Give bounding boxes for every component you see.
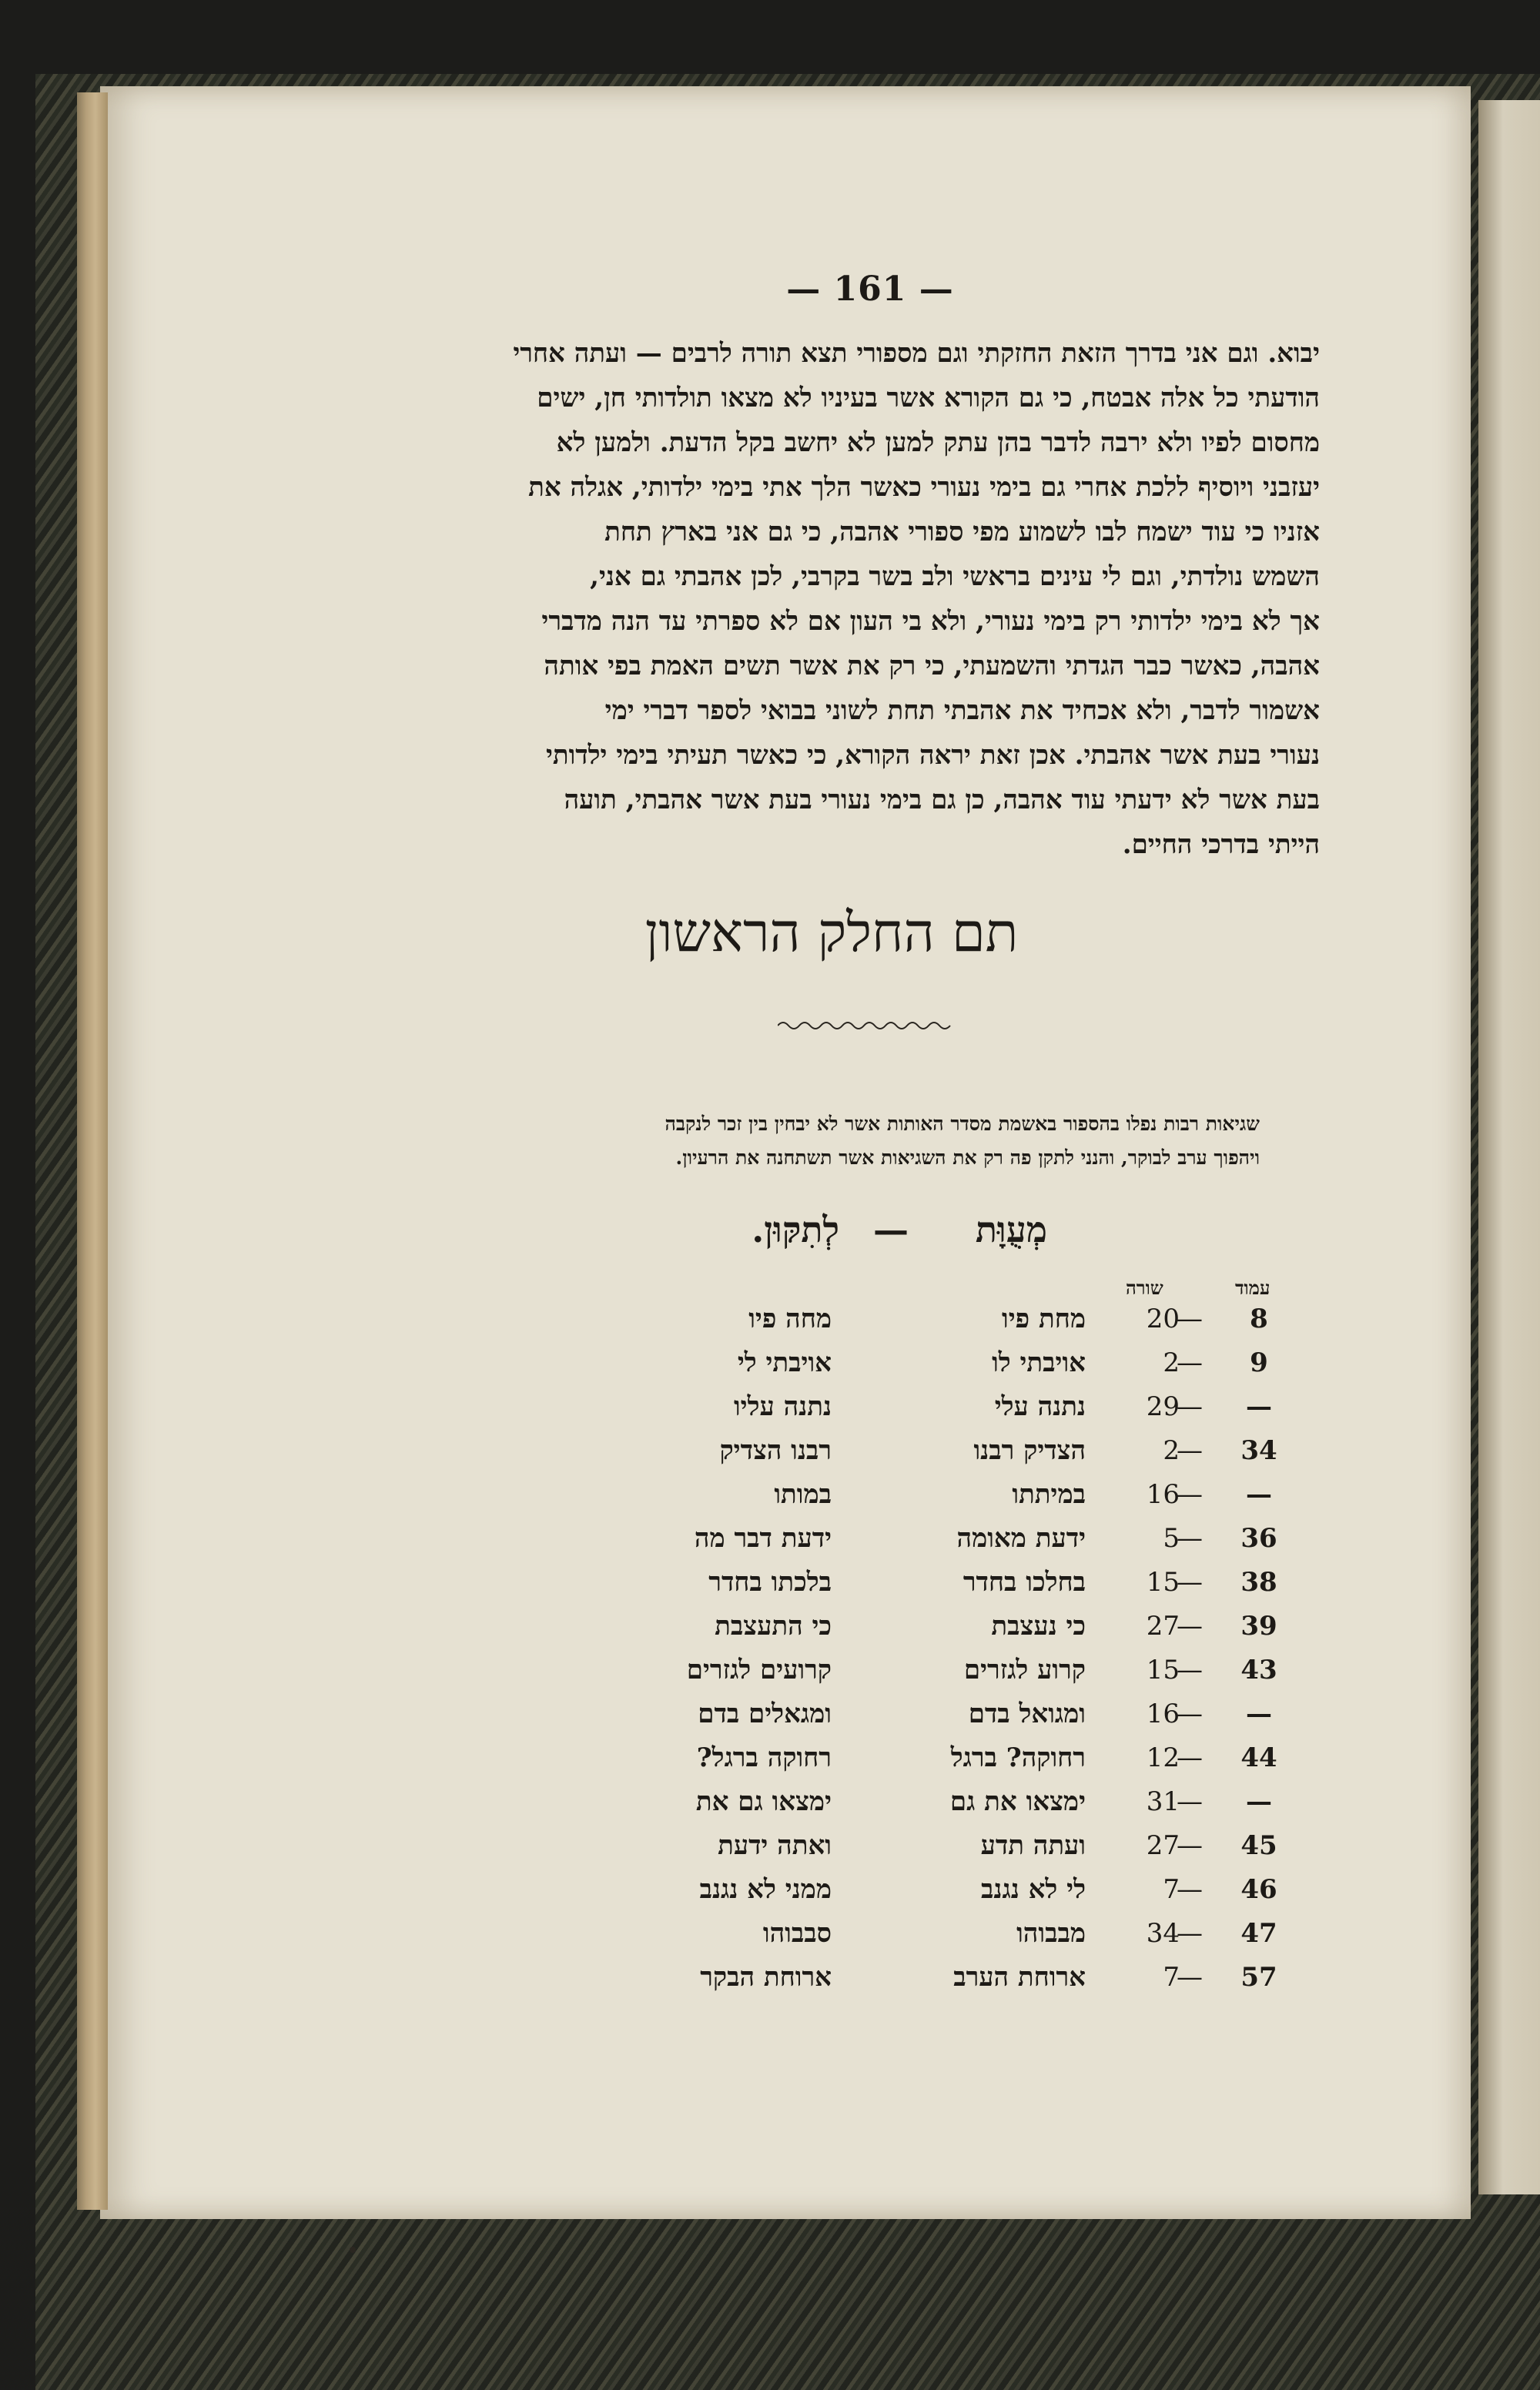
errata-correct-text: ידעת דבר מה (694, 1523, 832, 1554)
errata-line-number: 7 (1163, 1874, 1180, 1905)
errata-dash: — (1177, 1567, 1203, 1598)
errata-page-number: 9 (1250, 1347, 1268, 1378)
errata-line-number: 31 (1146, 1786, 1180, 1817)
body-text (376, 331, 1320, 867)
errata-page-number: 38 (1240, 1567, 1277, 1598)
errata-page-number: 39 (1240, 1611, 1277, 1642)
errata-row (0, 1651, 1540, 1695)
errata-correct-text: במותו (774, 1479, 832, 1510)
errata-row (0, 1475, 1540, 1519)
errata-page-number: — (1246, 1391, 1272, 1422)
errata-wrong-text: בחלכו בחדר (962, 1567, 1086, 1598)
errata-line-number: 27 (1146, 1611, 1180, 1642)
errata-correct-text: ואתה ידעת (718, 1830, 832, 1861)
errata-wrong-text: כי נעצבת (991, 1611, 1086, 1642)
errata-line-number: 12 (1146, 1742, 1180, 1773)
errata-row (0, 1739, 1540, 1782)
body-line: אך לא בימי ילדותי רק בימי נעורי, ולא בי העון אם לא ספרתי עד הנה מדברי (541, 606, 1320, 637)
errata-line-number: 29 (1146, 1391, 1180, 1422)
body-line: אשמור לדבר, ולא אכחיד את אהבתי תחת לשוני בבואי לספר דברי ימי (604, 695, 1320, 726)
errata-note-line: ויהפוך ערב לבוקר, והנני לתקן פה רק את השגיאות אשר תשתחנה את הרעיון. (675, 1146, 1260, 1169)
errata-correct-text: ומגאלים בדם (698, 1699, 832, 1729)
errata-page-number: — (1246, 1699, 1272, 1729)
errata-dash: — (1177, 1786, 1203, 1817)
errata-page-number: 36 (1240, 1523, 1277, 1554)
errata-dash: — (1177, 1742, 1203, 1773)
errata-dash: — (1177, 1347, 1203, 1378)
errata-page-number: 43 (1240, 1655, 1277, 1685)
page-number: — 161 — (786, 269, 954, 309)
errata-line-number: 15 (1146, 1655, 1180, 1685)
errata-line-number: 16 (1146, 1479, 1180, 1510)
errata-row (0, 1607, 1540, 1651)
errata-correct-text: ארוחת הבקר (700, 1962, 832, 1993)
errata-correct-text: ממני לא נגנב (699, 1874, 832, 1905)
errata-page-number: 8 (1250, 1304, 1268, 1334)
errata-line-number: 20 (1146, 1304, 1180, 1334)
errata-row (0, 1387, 1540, 1431)
errata-wrong-text: ומגואל בדם (968, 1699, 1086, 1729)
errata-line-number: 2 (1163, 1347, 1180, 1378)
errata-dash: — (1177, 1655, 1203, 1685)
errata-wrong-text: ידעת מאומה (956, 1523, 1086, 1554)
ornament-divider (778, 1018, 955, 1033)
errata-page-number: — (1246, 1479, 1272, 1510)
errata-wrong-text: לי לא נגנב (981, 1874, 1086, 1905)
errata-dash: — (1177, 1479, 1203, 1510)
body-line: יעזבני ויוסיף ללכת אחרי גם בימי נעורי כאשר הלך אתי בימי ילדותי, אגלה את (528, 472, 1320, 503)
errata-dash: — (1177, 1699, 1203, 1729)
errata-line-number: 7 (1163, 1962, 1180, 1993)
errata-wrong-text: במיתתו (1012, 1479, 1086, 1510)
errata-row (0, 1300, 1540, 1344)
errata-row (0, 1826, 1540, 1870)
errata-line-number: 34 (1146, 1918, 1180, 1949)
errata-correct-text: קרועים לגזרים (686, 1655, 832, 1685)
body-line: בעת אשר לא ידעתי עוד אהבה, כן גם בימי נעורי בעת אשר אהבתי, תועה (564, 785, 1320, 815)
errata-line-number: 16 (1146, 1699, 1180, 1729)
errata-line-number: 15 (1146, 1567, 1180, 1598)
errata-table (0, 1300, 1540, 2002)
errata-page-number: — (1246, 1786, 1272, 1817)
body-line: אזניו כי עוד ישמח לבו לשמוע מפי ספורי אהבה, כי גם אני בארץ תחת (604, 517, 1320, 547)
body-line: השמש נולדתי, וגם לי עינים בראשי ולב בשר בקרבי, לכן אהבתי גם אני, (590, 561, 1320, 592)
errata-row (0, 1695, 1540, 1739)
errata-note (451, 1107, 1260, 1175)
errata-correct-text: בלכתו בחדר (708, 1567, 832, 1598)
errata-correct-text: כי התעצבת (715, 1611, 832, 1642)
column-header-page: עמוד (1235, 1277, 1270, 1299)
errata-correct-text: אויבתי לי (737, 1347, 832, 1378)
errata-page-number: 46 (1240, 1874, 1277, 1905)
errata-wrong-text: רחוקה? ברגל (950, 1742, 1086, 1773)
errata-page-number: 34 (1240, 1435, 1277, 1466)
errata-row (0, 1958, 1540, 2002)
errata-wrong-text: הצדיק רבנו (973, 1435, 1086, 1466)
errata-heading-wrong: מְעֻוָּת (975, 1209, 1047, 1250)
errata-line-number: 2 (1163, 1435, 1180, 1466)
body-line: מחסום לפיו ולא ירבה לדבר בהן עתק למען לא יחשב בקל הדעת. ולמען לא (556, 427, 1320, 458)
errata-row (0, 1870, 1540, 1914)
page-speck (350, 2247, 356, 2253)
body-line: אהבה, כאשר כבר הגדתי והשמעתי, כי רק את אשר תשים האמת בפי אותה (544, 651, 1320, 681)
errata-wrong-text: נתנה עלי (994, 1391, 1086, 1422)
errata-dash: — (1177, 1523, 1203, 1554)
errata-dash: — (1177, 1435, 1203, 1466)
errata-dash: — (1177, 1962, 1203, 1993)
errata-correct-text: רבנו הצדיק (719, 1435, 832, 1466)
errata-wrong-text: מבבוהו (1016, 1918, 1086, 1949)
errata-wrong-text: ועתה תדע (980, 1830, 1086, 1861)
errata-wrong-text: ארוחת הערב (953, 1962, 1086, 1993)
errata-correct-text: נתנה עליו (733, 1391, 832, 1422)
body-line: נעורי בעת אשר אהבתי. אכן זאת יראה הקורא, כי כאשר תעיתי בימי ילדותי (545, 740, 1320, 771)
errata-row (0, 1914, 1540, 1958)
column-header-line: שורה (1126, 1277, 1163, 1299)
errata-row (0, 1782, 1540, 1826)
errata-line-number: 27 (1146, 1830, 1180, 1861)
errata-correct-text: סבבוהו (762, 1918, 832, 1949)
errata-dash: — (1177, 1304, 1203, 1334)
errata-row (0, 1519, 1540, 1563)
errata-heading-dash: — (873, 1209, 909, 1250)
errata-heading-right: לְתִקּוּן. (752, 1209, 839, 1250)
errata-dash: — (1177, 1918, 1203, 1949)
errata-wrong-text: קרוע לגזרים (963, 1655, 1086, 1685)
errata-row (0, 1563, 1540, 1607)
section-end-heading: תם החלק הראשון (644, 901, 1019, 964)
errata-page-number: 45 (1240, 1830, 1277, 1861)
body-line-last: הייתי בדרכי החיים. (1122, 829, 1320, 860)
errata-page-number: 57 (1240, 1962, 1277, 1993)
errata-dash: — (1177, 1874, 1203, 1905)
errata-heading (693, 1209, 1047, 1263)
errata-correct-text: מחה פיו (748, 1304, 832, 1334)
errata-page-number: 47 (1240, 1918, 1277, 1949)
errata-wrong-text: אויבתי לו (992, 1347, 1086, 1378)
errata-wrong-text: ימצאו את גם (949, 1786, 1086, 1817)
errata-correct-text: ימצאו גם את (695, 1786, 832, 1817)
errata-row (0, 1344, 1540, 1387)
errata-dash: — (1177, 1611, 1203, 1642)
errata-page-number: 44 (1240, 1742, 1277, 1773)
errata-correct-text: רחוקה ברגל? (696, 1742, 832, 1773)
body-line: הודעתי כל אלה אבטח, כי גם הקורא אשר בעיניו לא מצאו תולדותי חן, ישים (537, 383, 1320, 413)
errata-wrong-text: מחת פיו (1002, 1304, 1086, 1334)
errata-note-line: שגיאות רבות נפלו בהספור באשמת מסדר האותות אשר לא יבחין בין זכר לנקבה (665, 1113, 1260, 1135)
errata-row (0, 1431, 1540, 1475)
errata-line-number: 5 (1163, 1523, 1180, 1554)
errata-dash: — (1177, 1391, 1203, 1422)
errata-dash: — (1177, 1830, 1203, 1861)
body-line: יבוא. וגם אני בדרך הזאת החזקתי וגם מספורי תצא תורה לרבים — ועתה אחרי (513, 338, 1320, 369)
